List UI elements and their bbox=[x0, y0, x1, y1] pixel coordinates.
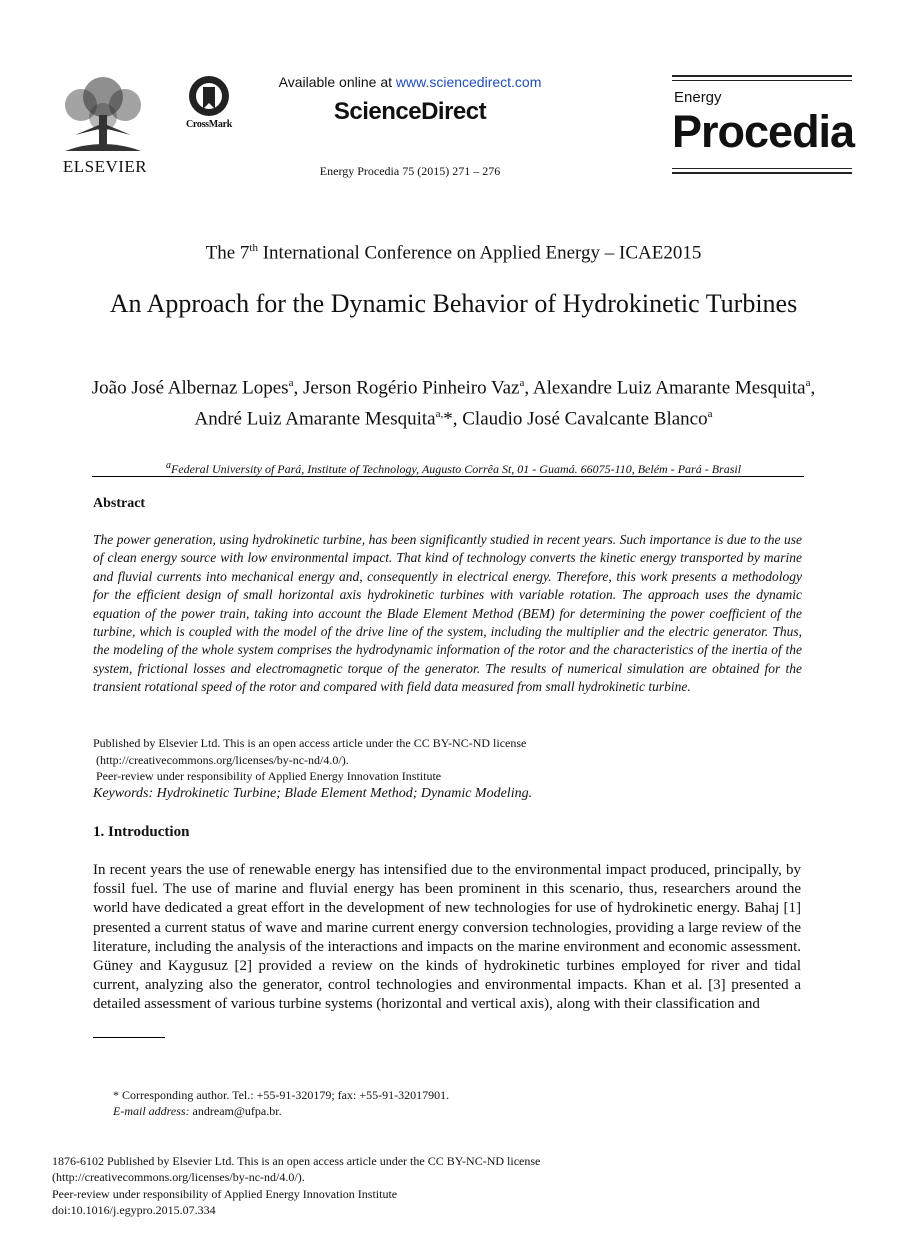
journal-rule-top-thin bbox=[672, 80, 852, 81]
author-1-affiliation: a bbox=[288, 377, 294, 389]
paper-title: An Approach for the Dynamic Behavior of Hydrokinetic Turbines bbox=[109, 289, 798, 318]
sciencedirect-link[interactable]: www.sciencedirect.com bbox=[395, 74, 542, 90]
author-1: João José Albernaz Lopes bbox=[91, 377, 289, 399]
affiliation-divider bbox=[92, 476, 804, 477]
keywords: Keywords: Hydrokinetic Turbine; Blade Element Method; Dynamic Modeling. bbox=[93, 786, 533, 801]
author-4-affiliation: a, bbox=[435, 408, 444, 421]
crossmark-icon bbox=[186, 75, 232, 119]
available-online-line bbox=[230, 74, 590, 90]
affiliation bbox=[90, 460, 817, 477]
journal-citation: Energy Procedia 75 (2015) 271 – 276 bbox=[319, 164, 501, 178]
journal-rule-bottom bbox=[672, 172, 852, 174]
license-note: Published by Elsevier Ltd. This is an open access article under the CC BY-NC-ND license bbox=[93, 736, 527, 750]
corresponding-author-footnote: * Corresponding author. Tel.: +55-91-320179; fax: +55-91-32017901. bbox=[113, 1088, 450, 1102]
author-3: , Alexandre Luiz Amarante Mesquita bbox=[524, 377, 806, 399]
email-footnote bbox=[113, 1104, 282, 1119]
footnote-divider bbox=[93, 1037, 165, 1038]
peer-review-note: Peer-review under responsibility of Applied Energy Innovation Institute bbox=[96, 769, 442, 783]
conference-ordinal: th bbox=[249, 242, 258, 254]
corresponding-author-mark: * bbox=[443, 408, 453, 430]
author-2-affiliation: a bbox=[519, 377, 525, 389]
author-3-affiliation: a bbox=[805, 377, 811, 389]
footer-issn-license: 1876-6102 Published by Elsevier Ltd. This is an open access article under the CC BY-NC-ND license bbox=[52, 1154, 541, 1168]
introduction-text: In recent years the use of renewable energy has intensified due to the environmental impact produced, principally, by fossil fuel. The use of marine and fluvial energy has been prominent in this scenario, thus, researchers around the world have dedicated a great effort in the development of new technologies for use of hydrokinetic energy. Bahaj [1] presented a current status of wave and marine current energy conversion technologies, providing a large review of the literature, including the analysis of the interactions and impacts on the marine environment and economic assessment. Güney and Kaygusuz [2] provided a review on the kinds of hydrokinetic turbines employed for river and tidal current, analyzing also the generator, control technologies and environmental impacts. Khan et al. [3] presented a detailed assessment of various turbine systems (horizontal and vertical axis), along with their classification and bbox=[93, 862, 801, 1013]
crossmark-label: CrossMark bbox=[185, 119, 232, 130]
elsevier-tree-icon bbox=[55, 75, 151, 155]
section-heading-introduction: 1. Introduction bbox=[93, 824, 190, 840]
affiliation-mark: a bbox=[165, 460, 171, 471]
platform-name: ScienceDirect bbox=[333, 98, 487, 125]
elsevier-logo bbox=[55, 75, 155, 175]
author-4: , André Luiz Amarante Mesquita bbox=[194, 377, 816, 430]
journal-name-small: Energy bbox=[674, 89, 722, 106]
journal-logo bbox=[672, 75, 855, 175]
journal-name-big: Procedia bbox=[672, 106, 855, 157]
footer-doi[interactable]: doi:10.1016/j.egypro.2015.07.334 bbox=[52, 1203, 216, 1217]
footer-license-url[interactable]: (http://creativecommons.org/licenses/by-nc-nd/4.0/). bbox=[52, 1170, 305, 1184]
email-label: E-mail address: bbox=[113, 1104, 190, 1118]
footer-peer-review: Peer-review under responsibility of Applied Energy Innovation Institute bbox=[52, 1187, 398, 1201]
journal-rule-bottom-thin bbox=[672, 168, 852, 169]
author-5: , Claudio José Cavalcante Blanco bbox=[452, 408, 708, 430]
author-list bbox=[90, 370, 817, 433]
journal-rule-top bbox=[672, 75, 852, 77]
abstract-text: The power generation, using hydrokinetic turbine, has been significantly studied in recent years. Such importance is due to the use of clean energy source with low environmental impact. That kind of technology converts the kinetic energy transported by marine and fluvial currents into mechanical energy and, consequently in electrical energy. Therefore, this work presents a methodology for the efficient design of small horizontal axis hydrokinetic turbines with variable rotation. The approach uses the dynamic equation of the power train, taking into account the Blade Element Method (BEM) for determining the power coefficient of the turbine, which is coupled with the model of the drive line of the system, including the multiplier and the electric generator. Thus, the modeling of the whole system comprises the hydrodynamic information of the rotor and the characteristics of the inertia of the system, frictional losses and electromagnetic torque of the generator. The results of numerical simulation are obtained for the transient rotational speed of the rotor and compared with field data measured from small hydrokinetic turbine. bbox=[93, 532, 802, 695]
available-prefix: Available online at bbox=[278, 74, 396, 90]
author-5-affiliation: a bbox=[707, 408, 713, 421]
license-url[interactable]: (http://creativecommons.org/licenses/by-nc-nd/4.0/). bbox=[96, 753, 349, 767]
abstract-heading: Abstract bbox=[93, 496, 146, 511]
publisher-wordmark: ELSEVIER bbox=[62, 157, 148, 176]
conference-name: International Conference on Applied Energy – ICAE2015 bbox=[257, 242, 702, 264]
author-2: , Jerson Rogério Pinheiro Vaz bbox=[293, 377, 520, 399]
conference-line bbox=[0, 242, 907, 264]
email-address[interactable]: andream@ufpa.br. bbox=[189, 1104, 282, 1118]
affiliation-text: Federal University of Pará, Institute of Technology, Augusto Corrêa St, 01 - Guamá. 66075-110, Belém - Pará - Brasil bbox=[170, 462, 742, 476]
conference-prefix: The 7 bbox=[205, 242, 250, 264]
